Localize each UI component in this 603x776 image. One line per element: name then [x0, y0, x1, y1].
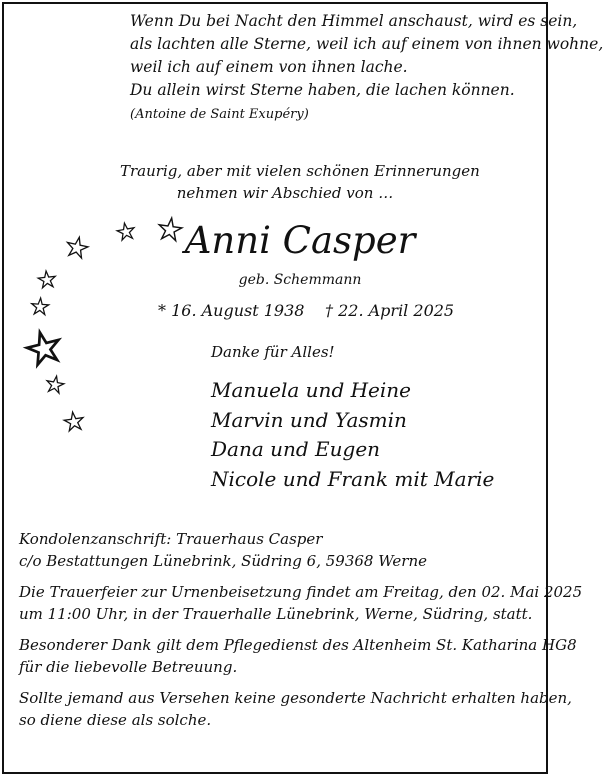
- funeral-details: [19, 528, 583, 740]
- ceremony-info: [19, 581, 583, 625]
- address-line: c/o Bestattungen Lünebrink, Südring 6, 59368 Werne: [19, 552, 428, 570]
- ceremony-line: Die Trauerfeier zur Urnenbeisetzung findet am Freitag, den 02. Mai 2025: [19, 583, 583, 601]
- poem-block: [130, 10, 603, 125]
- notice-line: so diene diese als solche.: [19, 711, 212, 729]
- farewell-intro: [120, 160, 480, 204]
- gratitude-line: für die liebevolle Betreuung.: [19, 658, 238, 676]
- poem-line: als lachten alle Sterne, weil ich auf einem von ihnen wohne,: [130, 35, 603, 53]
- ceremony-line: um 11:00 Uhr, in der Trauerhalle Lünebrink, Werne, Südring, statt.: [19, 605, 533, 623]
- poem-line: Wenn Du bei Nacht den Himmel anschaust, wird es sein,: [130, 12, 578, 30]
- thanks-line: Danke für Alles!: [211, 343, 335, 361]
- poem-line: Du allein wirst Sterne haben, die lachen können.: [130, 81, 515, 99]
- mourner-name: Nicole und Frank mit Marie: [211, 466, 495, 491]
- notice-line: Sollte jemand aus Versehen keine gesonderte Nachricht erhalten haben,: [19, 689, 572, 707]
- deceased-name: Anni Casper: [184, 219, 416, 262]
- address-line: Kondolenzanschrift: Trauerhaus Casper: [19, 530, 323, 548]
- poem-line: weil ich auf einem von ihnen lache.: [130, 58, 408, 76]
- gratitude-line: Besonderer Dank gilt dem Pflegedienst des Altenheim St. Katharina HG8: [19, 636, 577, 654]
- intro-line: Traurig, aber mit vielen schönen Erinnerungen: [120, 162, 480, 180]
- condolence-address: [19, 528, 529, 572]
- intro-line: nehmen wir Abschied von …: [176, 184, 394, 202]
- mourners-list: [211, 376, 494, 494]
- birth-date: * 16. August 1938: [158, 301, 305, 320]
- poem-attribution: (Antoine de Saint Exupéry): [130, 107, 309, 122]
- maiden-name: geb. Schemmann: [238, 272, 362, 288]
- mourner-name: Manuela und Heine: [211, 378, 411, 402]
- mourner-name: Marvin und Yasmin: [211, 407, 407, 432]
- mourner-name: Dana und Eugen: [211, 437, 381, 461]
- death-date: † 22. April 2025: [325, 301, 455, 320]
- gratitude-note: [19, 634, 577, 678]
- notice-note: [19, 687, 572, 731]
